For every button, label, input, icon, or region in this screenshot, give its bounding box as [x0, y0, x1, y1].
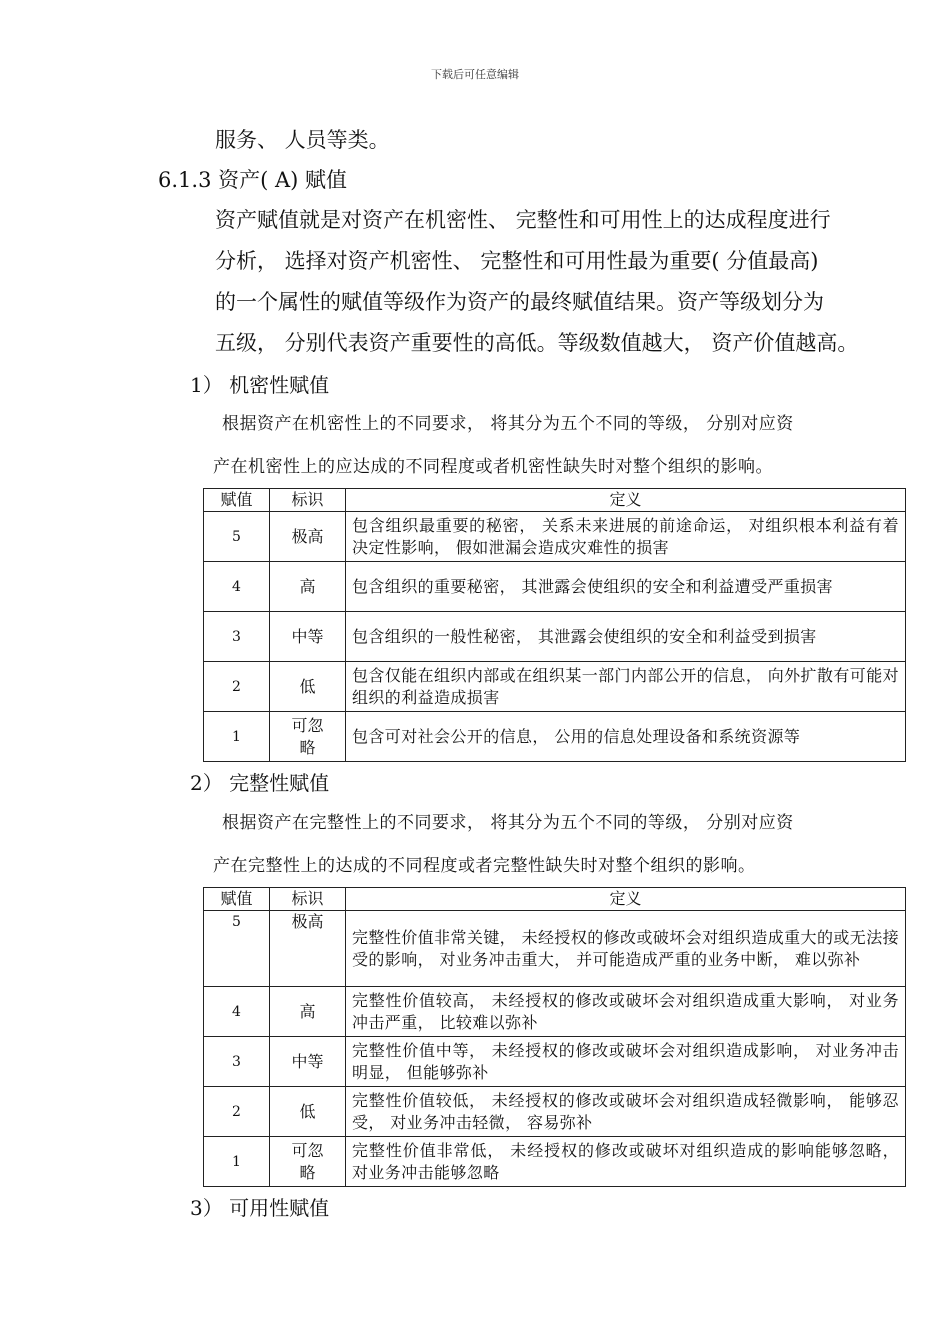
label-cell: 极高 [270, 911, 346, 987]
definition-cell: 完整性价值较高， 未经授权的修改或破坏会对组织造成重大影响， 对业务冲击严重， 比较难以弥补 [346, 987, 906, 1037]
intro-line-3: 的一个属性的赋值等级作为资产的最终赋值结果。资产等级划分为 [215, 290, 824, 314]
integrity-heading: 2） 完整性赋值 [190, 771, 330, 795]
integrity-desc-line-2: 产在完整性上的达成的不同程度或者完整性缺失时对整个组织的影响。 [213, 856, 756, 876]
confidentiality-heading: 1） 机密性赋值 [190, 373, 330, 397]
table-row [204, 662, 906, 712]
value-cell: 4 [204, 987, 270, 1037]
table-row [204, 512, 906, 562]
value-cell: 1 [204, 1137, 270, 1187]
label-cell: 低 [270, 1087, 346, 1137]
table-row [204, 911, 906, 987]
value-cell: 2 [204, 662, 270, 712]
value-cell: 5 [204, 911, 270, 987]
confidentiality-table [203, 488, 906, 762]
integrity-desc-line-1: 根据资产在完整性上的不同要求， 将其分为五个不同的等级， 分别对应资 [222, 813, 794, 833]
table-row [204, 712, 906, 762]
table-row [204, 1037, 906, 1087]
value-cell: 3 [204, 612, 270, 662]
label-cell: 高 [270, 987, 346, 1037]
definition-cell: 包含仅能在组织内部或在组织某一部门内部公开的信息， 向外扩散有可能对组织的利益造成损害 [346, 662, 906, 712]
intro-line-1: 资产赋值就是对资产在机密性、 完整性和可用性上的达成程度进行 [215, 208, 831, 232]
label-cell: 中等 [270, 612, 346, 662]
definition-cell: 完整性价值较低， 未经授权的修改或破坏会对组织造成轻微影响， 能够忍受， 对业务冲击轻微， 容易弥补 [346, 1087, 906, 1137]
label-cell: 极高 [270, 512, 346, 562]
column-header-definition: 定义 [346, 489, 906, 512]
availability-heading: 3） 可用性赋值 [190, 1196, 330, 1220]
page-header-note: 下载后可任意编辑 [431, 68, 519, 81]
column-header-definition: 定义 [346, 888, 906, 911]
column-header-label: 标识 [270, 888, 346, 911]
continuation-text: 服务、 人员等类。 [215, 128, 390, 152]
table-row [204, 1137, 906, 1187]
definition-cell: 完整性价值非常低， 未经授权的修改或破坏对组织造成的影响能够忽略， 对业务冲击能够忽略 [346, 1137, 906, 1187]
definition-cell: 包含组织最重要的秘密， 关系未来进展的前途命运， 对组织根本利益有着决定性影响， 假如泄漏会造成灾难性的损害 [346, 512, 906, 562]
label-cell: 低 [270, 662, 346, 712]
definition-cell: 包含组织的一般性秘密， 其泄露会使组织的安全和利益受到损害 [346, 612, 906, 662]
table-header-row [204, 489, 906, 512]
intro-line-4: 五级， 分别代表资产重要性的高低。等级数值越大， 资产价值越高。 [215, 331, 859, 355]
value-cell: 4 [204, 562, 270, 612]
label-cell: 高 [270, 562, 346, 612]
confidentiality-desc-line-1: 根据资产在机密性上的不同要求， 将其分为五个不同的等级， 分别对应资 [222, 414, 794, 434]
table-row [204, 612, 906, 662]
table-row [204, 562, 906, 612]
table-header-row [204, 888, 906, 911]
section-title: 6.1.3 资产( A) 赋值 [158, 168, 348, 192]
integrity-table [203, 887, 906, 1187]
value-cell: 3 [204, 1037, 270, 1087]
confidentiality-desc-line-2: 产在机密性上的应达成的不同程度或者机密性缺失时对整个组织的影响。 [213, 457, 773, 477]
column-header-value: 赋值 [204, 888, 270, 911]
label-cell: 中等 [270, 1037, 346, 1087]
intro-line-2: 分析， 选择对资产机密性、 完整性和可用性最为重要( 分值最高) [215, 249, 819, 273]
definition-cell: 完整性价值中等， 未经授权的修改或破坏会对组织造成影响， 对业务冲击明显， 但能够弥补 [346, 1037, 906, 1087]
label-cell: 可忽略 [270, 712, 346, 762]
label-cell: 可忽略 [270, 1137, 346, 1187]
value-cell: 1 [204, 712, 270, 762]
value-cell: 2 [204, 1087, 270, 1137]
value-cell: 5 [204, 512, 270, 562]
definition-cell: 包含组织的重要秘密， 其泄露会使组织的安全和利益遭受严重损害 [346, 562, 906, 612]
table-row [204, 987, 906, 1037]
column-header-value: 赋值 [204, 489, 270, 512]
column-header-label: 标识 [270, 489, 346, 512]
definition-cell: 完整性价值非常关键， 未经授权的修改或破坏会对组织造成重大的或无法接受的影响， 对业务冲击重大， 并可能造成严重的业务中断， 难以弥补 [346, 911, 906, 987]
table-row [204, 1087, 906, 1137]
definition-cell: 包含可对社会公开的信息， 公用的信息处理设备和系统资源等 [346, 712, 906, 762]
